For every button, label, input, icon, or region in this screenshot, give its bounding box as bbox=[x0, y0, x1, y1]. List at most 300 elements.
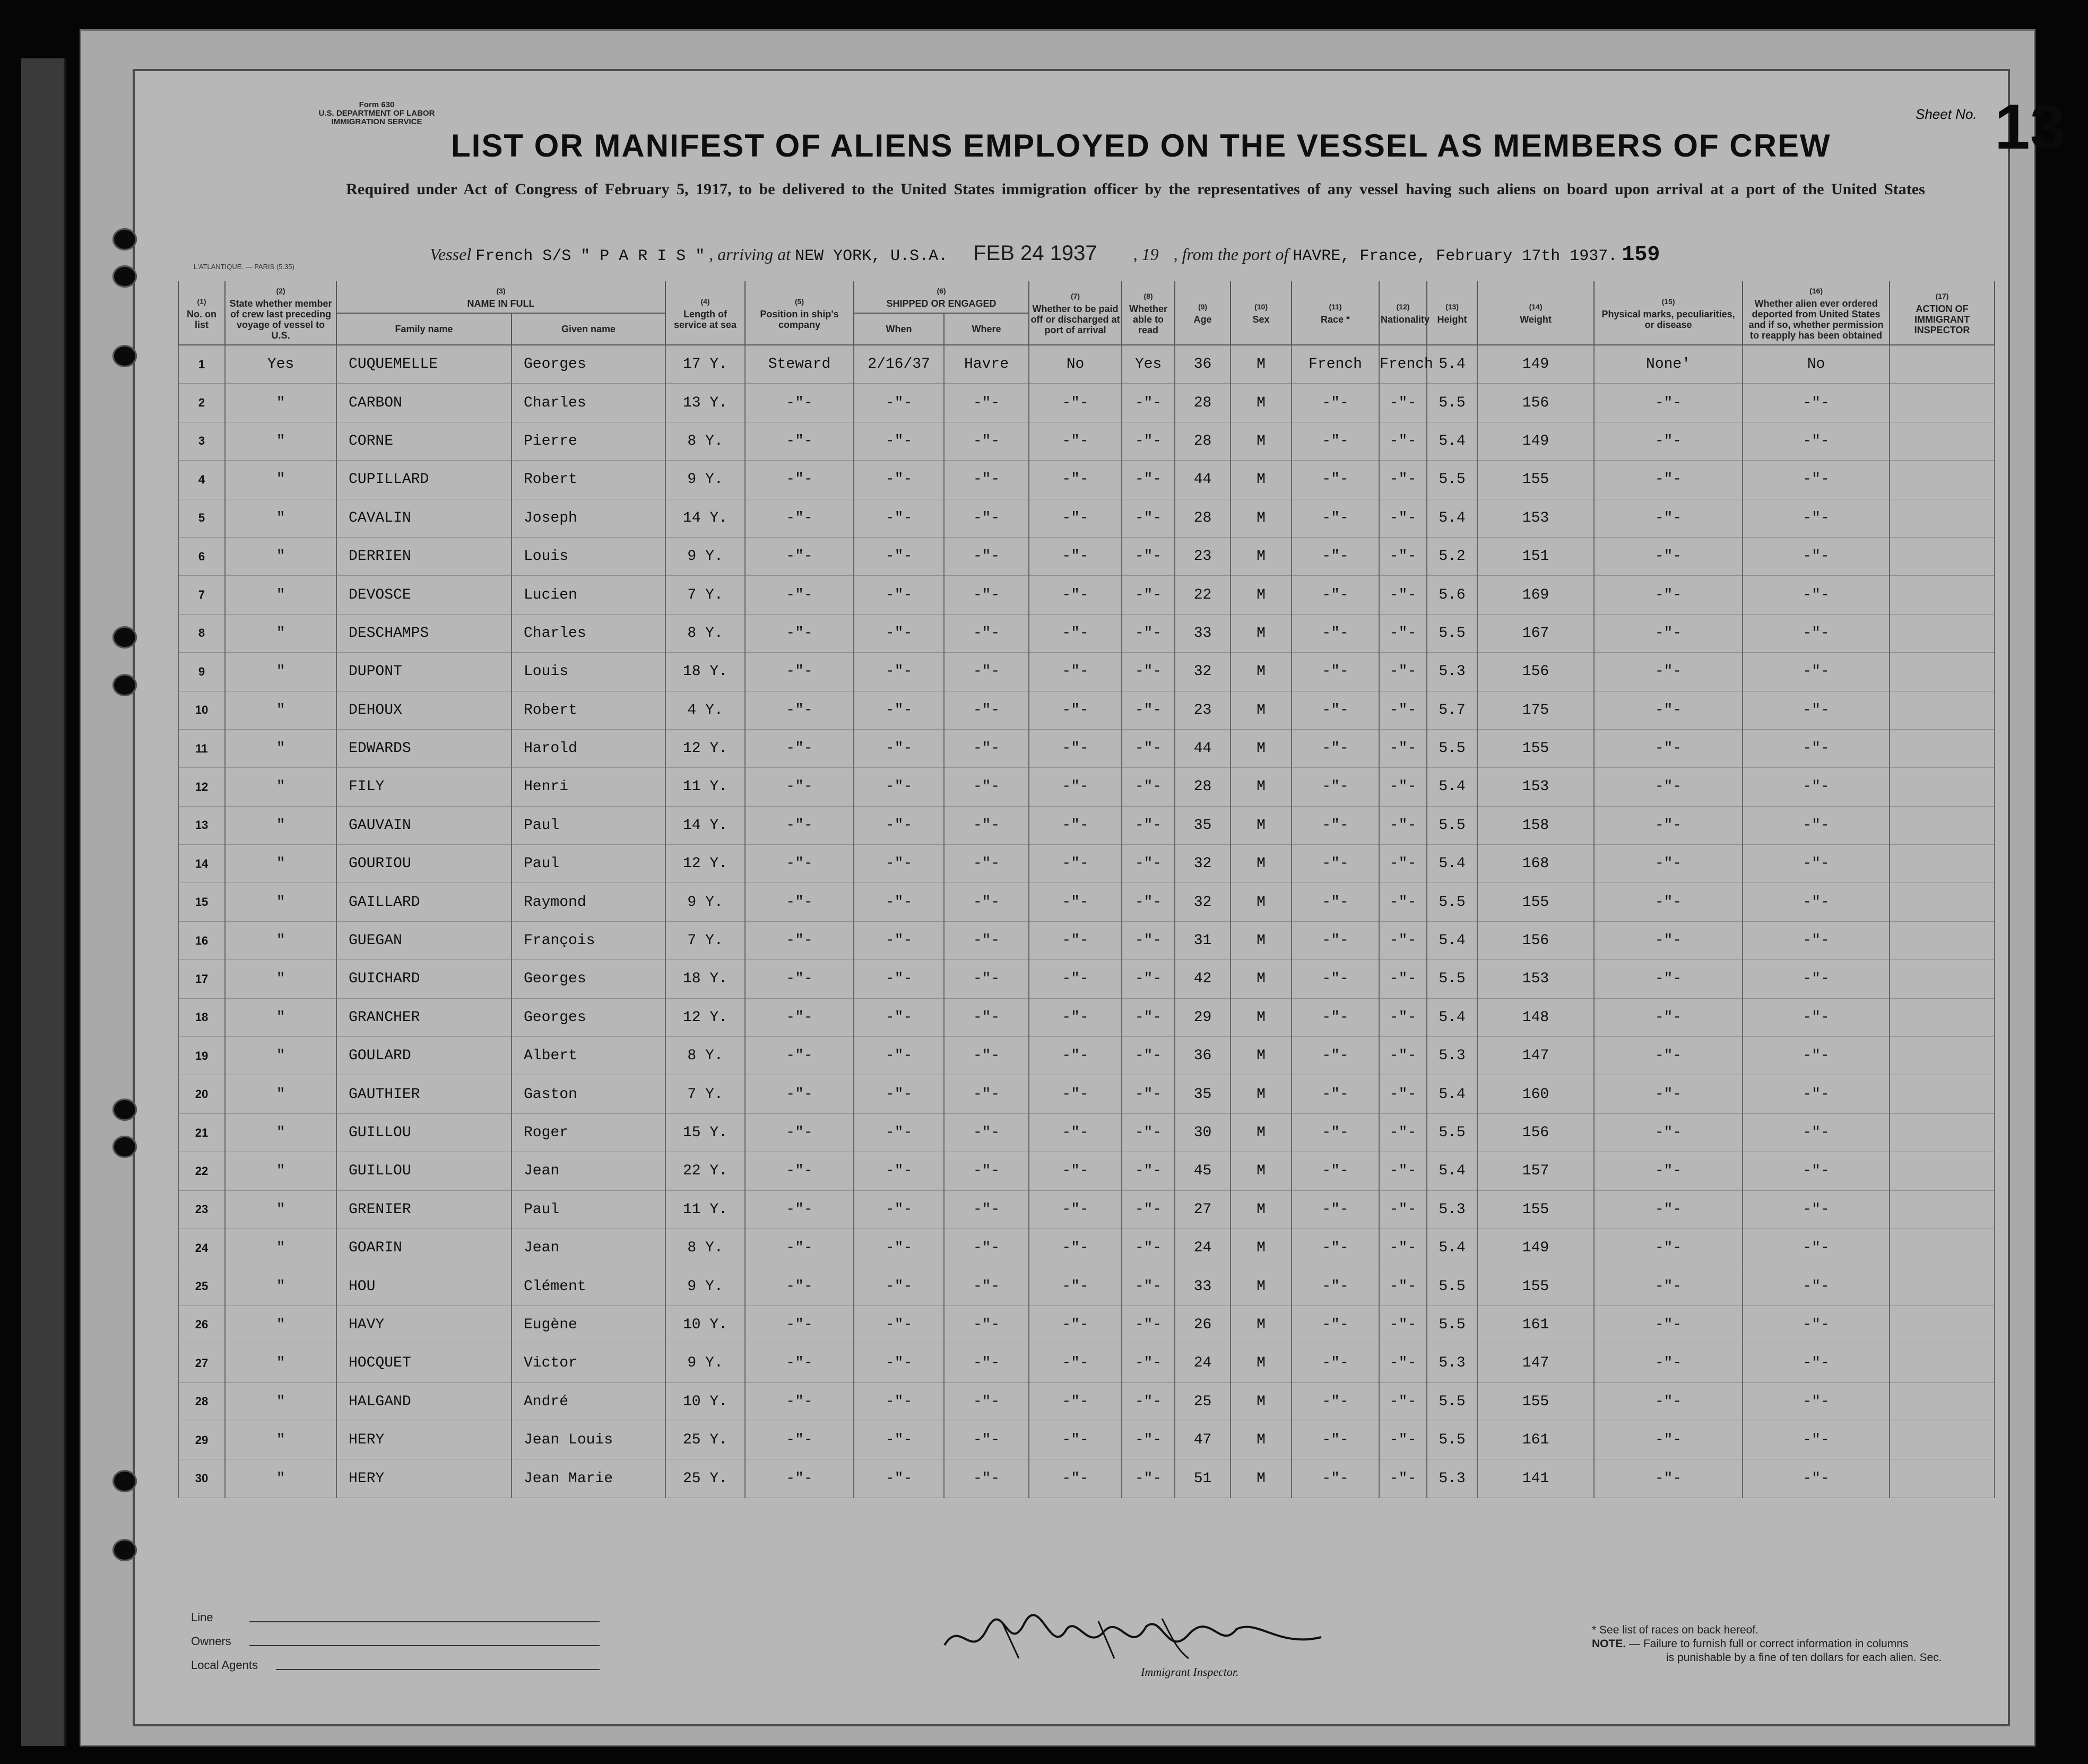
shipped-when-cell: -"- bbox=[854, 768, 944, 806]
service-length-cell: 10 Y. bbox=[665, 1305, 745, 1344]
shipped-when-cell: -"- bbox=[854, 461, 944, 499]
service-length-cell: 17 Y. bbox=[665, 345, 745, 384]
age-cell: 25 bbox=[1175, 1382, 1231, 1421]
sex-cell: M bbox=[1231, 1113, 1292, 1152]
height-cell: 5.4 bbox=[1427, 768, 1477, 806]
paid-off-cell: -"- bbox=[1029, 499, 1122, 537]
inspector-action-cell bbox=[1890, 345, 1995, 384]
arriving-label: , arriving at bbox=[709, 245, 791, 264]
nationality-cell: -"- bbox=[1379, 768, 1427, 806]
table-row bbox=[178, 576, 1995, 614]
col-header-given-name: Given name bbox=[512, 313, 665, 345]
deported-cell: -"- bbox=[1743, 1459, 1890, 1498]
deported-cell: -"- bbox=[1743, 768, 1890, 806]
paid-off-cell: -"- bbox=[1029, 883, 1122, 921]
height-cell: 5.4 bbox=[1427, 998, 1477, 1036]
race-cell: -"- bbox=[1292, 960, 1379, 998]
position-cell: -"- bbox=[745, 1305, 854, 1344]
service-length-cell: 8 Y. bbox=[665, 422, 745, 460]
col-header-position: (5) Position in ship's company bbox=[745, 281, 854, 345]
shipped-where-cell: -"- bbox=[944, 576, 1029, 614]
weight-cell: 167 bbox=[1477, 614, 1594, 652]
table-row bbox=[178, 614, 1995, 652]
inspector-action-cell bbox=[1890, 768, 1995, 806]
shipped-where-cell: -"- bbox=[944, 1229, 1029, 1267]
sex-cell: M bbox=[1231, 614, 1292, 652]
shipped-when-cell: -"- bbox=[854, 1305, 944, 1344]
race-cell: -"- bbox=[1292, 653, 1379, 691]
inspector-action-cell bbox=[1890, 422, 1995, 460]
race-cell: -"- bbox=[1292, 768, 1379, 806]
able-to-read-cell: -"- bbox=[1122, 576, 1175, 614]
height-cell: 5.5 bbox=[1427, 1421, 1477, 1459]
family-name-cell: DESCHAMPS bbox=[336, 614, 512, 652]
physical-marks-cell: -"- bbox=[1594, 921, 1743, 959]
paid-off-cell: -"- bbox=[1029, 1113, 1122, 1152]
row-number-cell: 15 bbox=[178, 883, 225, 921]
previous-voyage-cell: " bbox=[225, 806, 336, 844]
given-name-cell: André bbox=[512, 1382, 665, 1421]
service-length-cell: 12 Y. bbox=[665, 998, 745, 1036]
sex-cell: M bbox=[1231, 1459, 1292, 1498]
given-name-cell: Henri bbox=[512, 768, 665, 806]
position-cell: -"- bbox=[745, 1229, 854, 1267]
given-name-cell: Jean bbox=[512, 1152, 665, 1190]
sheet-label: Sheet No. bbox=[1916, 106, 1977, 122]
shipped-where-cell: -"- bbox=[944, 768, 1029, 806]
inspector-action-cell bbox=[1890, 576, 1995, 614]
weight-cell: 158 bbox=[1477, 806, 1594, 844]
deported-cell: No bbox=[1743, 345, 1890, 384]
row-number-cell: 18 bbox=[178, 998, 225, 1036]
row-number-cell: 9 bbox=[178, 653, 225, 691]
year-label: , 19 bbox=[1133, 245, 1159, 264]
nationality-cell: -"- bbox=[1379, 1305, 1427, 1344]
col-header-read: (8) Whether able to read bbox=[1122, 281, 1175, 345]
physical-marks-cell: -"- bbox=[1594, 614, 1743, 652]
position-cell: -"- bbox=[745, 1267, 854, 1305]
previous-voyage-cell: " bbox=[225, 1037, 336, 1075]
deported-cell: -"- bbox=[1743, 461, 1890, 499]
age-cell: 51 bbox=[1175, 1459, 1231, 1498]
physical-marks-cell: None' bbox=[1594, 345, 1743, 384]
given-name-cell: Lucien bbox=[512, 576, 665, 614]
sex-cell: M bbox=[1231, 345, 1292, 384]
age-cell: 32 bbox=[1175, 883, 1231, 921]
position-cell: -"- bbox=[745, 768, 854, 806]
given-name-cell: Jean Louis bbox=[512, 1421, 665, 1459]
deported-cell: -"- bbox=[1743, 921, 1890, 959]
paid-off-cell: -"- bbox=[1029, 576, 1122, 614]
service-length-cell: 8 Y. bbox=[665, 1229, 745, 1267]
previous-voyage-cell: Yes bbox=[225, 345, 336, 384]
weight-cell: 149 bbox=[1477, 345, 1594, 384]
punch-hole bbox=[112, 228, 137, 250]
col-header-previous-voyage: (2) State whether member of crew last preceding voyage of vessel to U.S. bbox=[225, 281, 336, 345]
previous-voyage-cell: " bbox=[225, 1152, 336, 1190]
arrival-date-stamp: FEB 24 1937 bbox=[973, 241, 1097, 265]
row-number-cell: 8 bbox=[178, 614, 225, 652]
family-name-cell: GUICHARD bbox=[336, 960, 512, 998]
weight-cell: 155 bbox=[1477, 1382, 1594, 1421]
physical-marks-cell: -"- bbox=[1594, 883, 1743, 921]
height-cell: 5.4 bbox=[1427, 1075, 1477, 1113]
service-length-cell: 9 Y. bbox=[665, 461, 745, 499]
shipped-when-cell: -"- bbox=[854, 845, 944, 883]
weight-cell: 147 bbox=[1477, 1037, 1594, 1075]
from-port-label: , from the port of bbox=[1173, 245, 1289, 264]
row-number-cell: 4 bbox=[178, 461, 225, 499]
age-cell: 28 bbox=[1175, 768, 1231, 806]
inspector-action-cell bbox=[1890, 960, 1995, 998]
sex-cell: M bbox=[1231, 729, 1292, 767]
given-name-cell: Georges bbox=[512, 345, 665, 384]
position-cell: -"- bbox=[745, 1152, 854, 1190]
row-number-cell: 23 bbox=[178, 1190, 225, 1229]
nationality-cell: -"- bbox=[1379, 1382, 1427, 1421]
race-cell: -"- bbox=[1292, 1229, 1379, 1267]
race-cell: -"- bbox=[1292, 998, 1379, 1036]
deported-cell: -"- bbox=[1743, 1152, 1890, 1190]
table-row bbox=[178, 345, 1995, 384]
inspector-action-cell bbox=[1890, 845, 1995, 883]
family-name-cell: HOU bbox=[336, 1267, 512, 1305]
sheet-count: 159 bbox=[1622, 243, 1660, 267]
position-cell: -"- bbox=[745, 499, 854, 537]
deported-cell: -"- bbox=[1743, 499, 1890, 537]
family-name-cell: DEHOUX bbox=[336, 691, 512, 729]
family-name-cell: HALGAND bbox=[336, 1382, 512, 1421]
given-name-cell: Albert bbox=[512, 1037, 665, 1075]
owners-rule bbox=[249, 1645, 600, 1646]
age-cell: 35 bbox=[1175, 806, 1231, 844]
row-number-cell: 30 bbox=[178, 1459, 225, 1498]
position-cell: -"- bbox=[745, 1190, 854, 1229]
deported-cell: -"- bbox=[1743, 1113, 1890, 1152]
position-cell: -"- bbox=[745, 537, 854, 575]
col-header-name: (3) NAME IN FULL bbox=[336, 281, 665, 313]
nationality-cell: -"- bbox=[1379, 921, 1427, 959]
form-number: Form 630 bbox=[359, 100, 395, 109]
physical-marks-cell: -"- bbox=[1594, 537, 1743, 575]
inspector-action-cell bbox=[1890, 653, 1995, 691]
previous-voyage-cell: " bbox=[225, 1113, 336, 1152]
physical-marks-cell: -"- bbox=[1594, 1421, 1743, 1459]
row-number-cell: 7 bbox=[178, 576, 225, 614]
shipped-where-cell: -"- bbox=[944, 845, 1029, 883]
table-row bbox=[178, 729, 1995, 767]
table-row bbox=[178, 422, 1995, 460]
table-row bbox=[178, 883, 1995, 921]
position-cell: -"- bbox=[745, 845, 854, 883]
service-length-cell: 25 Y. bbox=[665, 1421, 745, 1459]
height-cell: 5.5 bbox=[1427, 461, 1477, 499]
physical-marks-cell: -"- bbox=[1594, 729, 1743, 767]
shipped-where-cell: -"- bbox=[944, 1305, 1029, 1344]
race-cell: -"- bbox=[1292, 384, 1379, 422]
able-to-read-cell: -"- bbox=[1122, 1459, 1175, 1498]
race-cell: -"- bbox=[1292, 1382, 1379, 1421]
table-row bbox=[178, 998, 1995, 1036]
position-cell: -"- bbox=[745, 691, 854, 729]
paid-off-cell: -"- bbox=[1029, 998, 1122, 1036]
departure-info: HAVRE, France, February 17th 1937. bbox=[1293, 247, 1618, 265]
row-number-cell: 11 bbox=[178, 729, 225, 767]
shipped-where-cell: -"- bbox=[944, 960, 1029, 998]
row-number-cell: 6 bbox=[178, 537, 225, 575]
age-cell: 28 bbox=[1175, 422, 1231, 460]
col-header-height: (13) Height bbox=[1427, 281, 1477, 345]
col-header-inspector-action: (17) ACTION OF IMMIGRANT INSPECTOR bbox=[1890, 281, 1995, 345]
race-cell: -"- bbox=[1292, 729, 1379, 767]
sex-cell: M bbox=[1231, 1421, 1292, 1459]
inspector-action-cell bbox=[1890, 998, 1995, 1036]
deported-cell: -"- bbox=[1743, 1037, 1890, 1075]
race-cell: -"- bbox=[1292, 614, 1379, 652]
height-cell: 5.4 bbox=[1427, 1229, 1477, 1267]
col-header-when: When bbox=[854, 313, 944, 345]
table-row bbox=[178, 1267, 1995, 1305]
physical-marks-cell: -"- bbox=[1594, 768, 1743, 806]
race-cell: -"- bbox=[1292, 1421, 1379, 1459]
family-name-cell: GOURIOU bbox=[336, 845, 512, 883]
shipped-when-cell: -"- bbox=[854, 806, 944, 844]
row-number-cell: 20 bbox=[178, 1075, 225, 1113]
previous-voyage-cell: " bbox=[225, 1075, 336, 1113]
paid-off-cell: -"- bbox=[1029, 768, 1122, 806]
inspector-action-cell bbox=[1890, 1305, 1995, 1344]
row-number-cell: 5 bbox=[178, 499, 225, 537]
inspector-action-cell bbox=[1890, 806, 1995, 844]
col-header-service-length: (4) Length of service at sea bbox=[665, 281, 745, 345]
nationality-cell: -"- bbox=[1379, 576, 1427, 614]
height-cell: 5.4 bbox=[1427, 499, 1477, 537]
table-row bbox=[178, 1305, 1995, 1344]
given-name-cell: Robert bbox=[512, 691, 665, 729]
paid-off-cell: -"- bbox=[1029, 384, 1122, 422]
shipped-when-cell: -"- bbox=[854, 1037, 944, 1075]
nationality-cell: -"- bbox=[1379, 729, 1427, 767]
races-note: * See list of races on back hereof. bbox=[1592, 1624, 1759, 1636]
family-name-cell: HERY bbox=[336, 1459, 512, 1498]
shipped-where-cell: -"- bbox=[944, 1113, 1029, 1152]
weight-cell: 155 bbox=[1477, 1267, 1594, 1305]
deported-cell: -"- bbox=[1743, 1421, 1890, 1459]
printer-mark: L'ATLANTIQUE. — PARIS (5.35) bbox=[194, 263, 294, 271]
height-cell: 5.7 bbox=[1427, 691, 1477, 729]
shipped-when-cell: -"- bbox=[854, 691, 944, 729]
inspector-action-cell bbox=[1890, 614, 1995, 652]
inspector-action-cell bbox=[1890, 537, 1995, 575]
paid-off-cell: -"- bbox=[1029, 1421, 1122, 1459]
shipped-when-cell: -"- bbox=[854, 1113, 944, 1152]
able-to-read-cell: -"- bbox=[1122, 768, 1175, 806]
physical-marks-cell: -"- bbox=[1594, 845, 1743, 883]
inspector-action-cell bbox=[1890, 499, 1995, 537]
paid-off-cell: -"- bbox=[1029, 806, 1122, 844]
sex-cell: M bbox=[1231, 768, 1292, 806]
race-cell: -"- bbox=[1292, 1190, 1379, 1229]
able-to-read-cell: -"- bbox=[1122, 1305, 1175, 1344]
col-header-weight: (14) Weight bbox=[1477, 281, 1594, 345]
note-label: NOTE. bbox=[1592, 1638, 1626, 1650]
previous-voyage-cell: " bbox=[225, 1344, 336, 1382]
deported-cell: -"- bbox=[1743, 422, 1890, 460]
age-cell: 22 bbox=[1175, 576, 1231, 614]
deported-cell: -"- bbox=[1743, 1344, 1890, 1382]
sex-cell: M bbox=[1231, 998, 1292, 1036]
paid-off-cell: -"- bbox=[1029, 1037, 1122, 1075]
table-row bbox=[178, 1459, 1995, 1498]
deported-cell: -"- bbox=[1743, 998, 1890, 1036]
paid-off-cell: -"- bbox=[1029, 614, 1122, 652]
shipped-when-cell: -"- bbox=[854, 499, 944, 537]
deported-cell: -"- bbox=[1743, 1267, 1890, 1305]
punch-hole bbox=[112, 674, 137, 696]
physical-marks-cell: -"- bbox=[1594, 1459, 1743, 1498]
position-cell: -"- bbox=[745, 1382, 854, 1421]
punch-hole bbox=[112, 1539, 137, 1561]
shipped-where-cell: -"- bbox=[944, 729, 1029, 767]
physical-marks-cell: -"- bbox=[1594, 1382, 1743, 1421]
able-to-read-cell: -"- bbox=[1122, 1113, 1175, 1152]
nationality-cell: -"- bbox=[1379, 422, 1427, 460]
previous-voyage-cell: " bbox=[225, 1305, 336, 1344]
service-length-cell: 8 Y. bbox=[665, 1037, 745, 1075]
able-to-read-cell: -"- bbox=[1122, 845, 1175, 883]
weight-cell: 156 bbox=[1477, 384, 1594, 422]
weight-cell: 156 bbox=[1477, 921, 1594, 959]
row-number-cell: 26 bbox=[178, 1305, 225, 1344]
deported-cell: -"- bbox=[1743, 806, 1890, 844]
service-length-cell: 9 Y. bbox=[665, 1267, 745, 1305]
weight-cell: 153 bbox=[1477, 499, 1594, 537]
able-to-read-cell: -"- bbox=[1122, 422, 1175, 460]
nationality-cell: -"- bbox=[1379, 537, 1427, 575]
deported-cell: -"- bbox=[1743, 729, 1890, 767]
weight-cell: 153 bbox=[1477, 960, 1594, 998]
inspector-label: Immigrant Inspector. bbox=[1141, 1665, 1239, 1679]
able-to-read-cell: -"- bbox=[1122, 1190, 1175, 1229]
height-cell: 5.5 bbox=[1427, 614, 1477, 652]
inspector-action-cell bbox=[1890, 1344, 1995, 1382]
able-to-read-cell: -"- bbox=[1122, 1075, 1175, 1113]
weight-cell: 147 bbox=[1477, 1344, 1594, 1382]
able-to-read-cell: -"- bbox=[1122, 960, 1175, 998]
nationality-cell: -"- bbox=[1379, 1152, 1427, 1190]
position-cell: -"- bbox=[745, 729, 854, 767]
service-length-cell: 14 Y. bbox=[665, 499, 745, 537]
service-length-cell: 13 Y. bbox=[665, 384, 745, 422]
family-name-cell: DUPONT bbox=[336, 653, 512, 691]
age-cell: 24 bbox=[1175, 1229, 1231, 1267]
weight-cell: 161 bbox=[1477, 1305, 1594, 1344]
given-name-cell: Paul bbox=[512, 845, 665, 883]
nationality-cell: -"- bbox=[1379, 960, 1427, 998]
able-to-read-cell: -"- bbox=[1122, 883, 1175, 921]
family-name-cell: FILY bbox=[336, 768, 512, 806]
shipped-where-cell: -"- bbox=[944, 653, 1029, 691]
service-length-cell: 8 Y. bbox=[665, 614, 745, 652]
sex-cell: M bbox=[1231, 537, 1292, 575]
sex-cell: M bbox=[1231, 422, 1292, 460]
nationality-cell: -"- bbox=[1379, 806, 1427, 844]
able-to-read-cell: -"- bbox=[1122, 1421, 1175, 1459]
position-cell: -"- bbox=[745, 422, 854, 460]
table-row bbox=[178, 691, 1995, 729]
nationality-cell: French bbox=[1379, 345, 1427, 384]
inspector-action-cell bbox=[1890, 691, 1995, 729]
paid-off-cell: -"- bbox=[1029, 1075, 1122, 1113]
weight-cell: 151 bbox=[1477, 537, 1594, 575]
physical-marks-cell: -"- bbox=[1594, 1037, 1743, 1075]
service-length-cell: 14 Y. bbox=[665, 806, 745, 844]
previous-voyage-cell: " bbox=[225, 1229, 336, 1267]
shipped-where-cell: -"- bbox=[944, 1075, 1029, 1113]
nationality-cell: -"- bbox=[1379, 614, 1427, 652]
physical-marks-cell: -"- bbox=[1594, 461, 1743, 499]
physical-marks-cell: -"- bbox=[1594, 1152, 1743, 1190]
sex-cell: M bbox=[1231, 691, 1292, 729]
shipped-when-cell: -"- bbox=[854, 1075, 944, 1113]
previous-voyage-cell: " bbox=[225, 1190, 336, 1229]
inspector-action-cell bbox=[1890, 384, 1995, 422]
service-length-cell: 4 Y. bbox=[665, 691, 745, 729]
service-length-cell: 7 Y. bbox=[665, 921, 745, 959]
position-cell: -"- bbox=[745, 576, 854, 614]
previous-voyage-cell: " bbox=[225, 768, 336, 806]
deported-cell: -"- bbox=[1743, 691, 1890, 729]
shipped-when-cell: -"- bbox=[854, 1229, 944, 1267]
shipped-where-cell: -"- bbox=[944, 384, 1029, 422]
department-name: U.S. DEPARTMENT OF LABOR bbox=[318, 109, 435, 118]
weight-cell: 156 bbox=[1477, 653, 1594, 691]
col-header-family-name: Family name bbox=[336, 313, 512, 345]
paid-off-cell: -"- bbox=[1029, 1382, 1122, 1421]
service-length-cell: 9 Y. bbox=[665, 883, 745, 921]
family-name-cell: GAUTHIER bbox=[336, 1075, 512, 1113]
service-length-cell: 25 Y. bbox=[665, 1459, 745, 1498]
nationality-cell: -"- bbox=[1379, 845, 1427, 883]
given-name-cell: Jean bbox=[512, 1229, 665, 1267]
signature-scrawl bbox=[939, 1608, 1327, 1666]
race-cell: -"- bbox=[1292, 691, 1379, 729]
table-row bbox=[178, 768, 1995, 806]
previous-voyage-cell: " bbox=[225, 883, 336, 921]
height-cell: 5.4 bbox=[1427, 1152, 1477, 1190]
age-cell: 42 bbox=[1175, 960, 1231, 998]
age-cell: 31 bbox=[1175, 921, 1231, 959]
family-name-cell: CARBON bbox=[336, 384, 512, 422]
weight-cell: 155 bbox=[1477, 729, 1594, 767]
given-name-cell: Charles bbox=[512, 384, 665, 422]
service-length-cell: 11 Y. bbox=[665, 1190, 745, 1229]
race-cell: -"- bbox=[1292, 1344, 1379, 1382]
service-name: IMMIGRATION SERVICE bbox=[331, 117, 422, 126]
position-cell: -"- bbox=[745, 883, 854, 921]
nationality-cell: -"- bbox=[1379, 1459, 1427, 1498]
given-name-cell: Georges bbox=[512, 998, 665, 1036]
race-cell: -"- bbox=[1292, 1267, 1379, 1305]
agents-rule bbox=[276, 1669, 600, 1670]
shipped-where-cell: Havre bbox=[944, 345, 1029, 384]
physical-marks-cell: -"- bbox=[1594, 653, 1743, 691]
family-name-cell: HOCQUET bbox=[336, 1344, 512, 1382]
height-cell: 5.5 bbox=[1427, 1382, 1477, 1421]
line-label: Line bbox=[191, 1611, 213, 1624]
paid-off-cell: -"- bbox=[1029, 537, 1122, 575]
deported-cell: -"- bbox=[1743, 1190, 1890, 1229]
